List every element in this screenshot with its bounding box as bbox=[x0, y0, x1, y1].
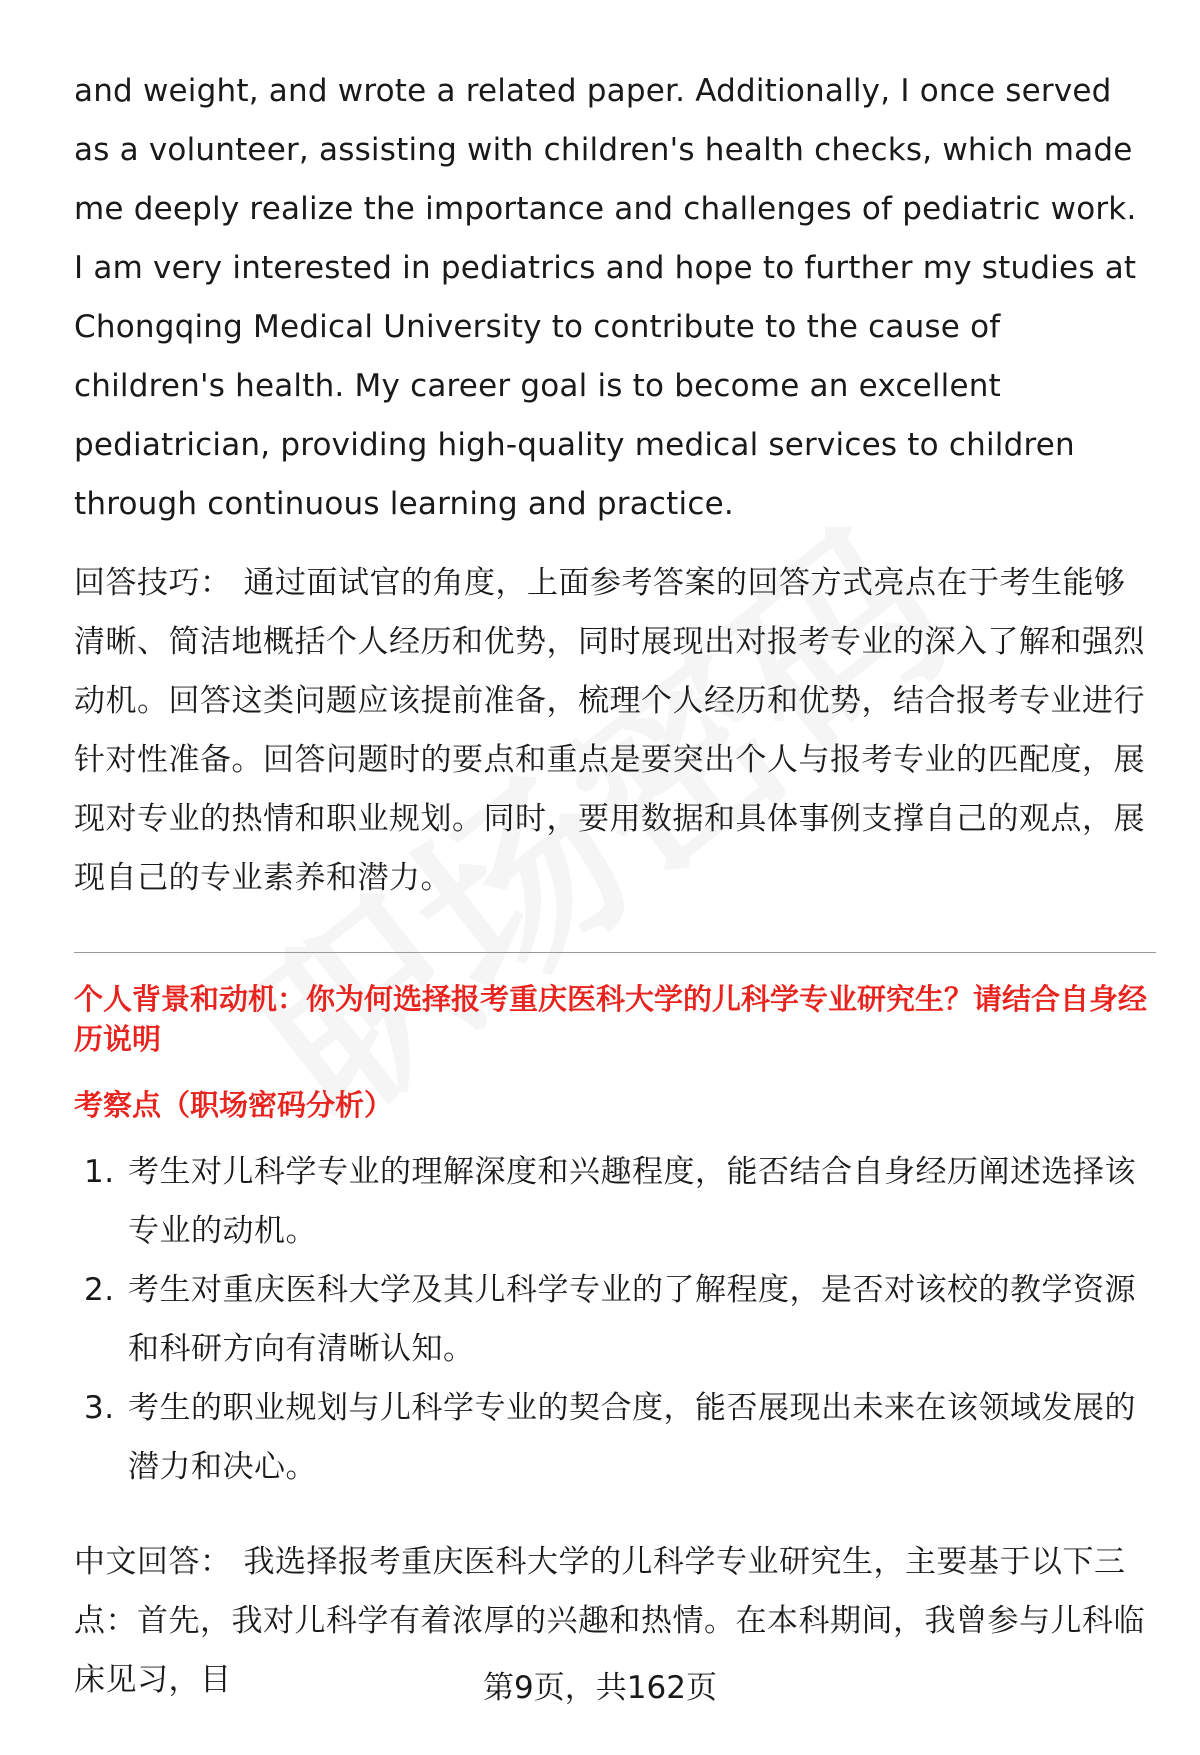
list-item-text: 考生对重庆医科大学及其儿科学专业的了解程度，是否对该校的教学资源和科研方向有清晰认知。 bbox=[128, 1272, 1136, 1367]
answer-tips-paragraph bbox=[74, 554, 1154, 908]
question-heading: 个人背景和动机：你为何选择报考重庆医科大学的儿科学专业研究生？请结合自身经历说明 bbox=[74, 982, 1148, 1056]
list-item bbox=[74, 1143, 1154, 1261]
assessment-points-heading: 考察点（职场密码分析） bbox=[74, 1088, 394, 1122]
document-page bbox=[74, 62, 1154, 1710]
english-answer-paragraph: and weight, and wrote a related paper. Additionally, I once served as a volunteer, assisting with children's health checks, which made me deeply realize the importance and challenges of pediatric work. I am very interested in pediatrics and hope to further my studies at Chongqing Medical University to contribute to the cause of children's health. My career goal is to become an excellent pediatrician, providing high-quality medical services to children through continuous learning and practice. bbox=[74, 73, 1137, 522]
list-item-number: 1. bbox=[84, 1154, 115, 1190]
page-number-footer: 第9页，共162页 bbox=[483, 1670, 717, 1706]
list-item bbox=[74, 1261, 1154, 1379]
section-divider bbox=[74, 952, 1156, 953]
list-item-text: 考生的职业规划与儿科学专业的契合度，能否展现出未来在该领域发展的潜力和决心。 bbox=[128, 1390, 1136, 1485]
chinese-answer-text: 我选择报考重庆医科大学的儿科学专业研究生，主要基于以下三点：首先，我对儿科学有着浓厚的兴趣和热情。在本科期间，我曾参与儿科临床见习，目 bbox=[74, 1544, 1145, 1698]
list-item-number: 2. bbox=[84, 1272, 115, 1308]
answer-tips-label: 回答技巧： bbox=[74, 565, 232, 601]
list-item-number: 3. bbox=[84, 1390, 115, 1426]
list-item bbox=[74, 1379, 1154, 1497]
answer-tips-text: 通过面试官的角度，上面参考答案的回答方式亮点在于考生能够清晰、简洁地概括个人经历和优势，同时展现出对报考专业的深入了解和强烈动机。回答这类问题应该提前准备，梳理个人经历和优势，结合报考专业进行针对性准备。回答问题时的要点和重点是要突出个人与报考专业的匹配度，展现对专业的热情和职业规划。同时，要用数据和具体事例支撑自己的观点，展现自己的专业素养和潜力。 bbox=[74, 565, 1145, 896]
list-item-text: 考生对儿科学专业的理解深度和兴趣程度，能否结合自身经历阐述选择该专业的动机。 bbox=[128, 1154, 1136, 1249]
assessment-points-list bbox=[74, 1143, 1154, 1497]
chinese-answer-label: 中文回答： bbox=[74, 1544, 232, 1580]
